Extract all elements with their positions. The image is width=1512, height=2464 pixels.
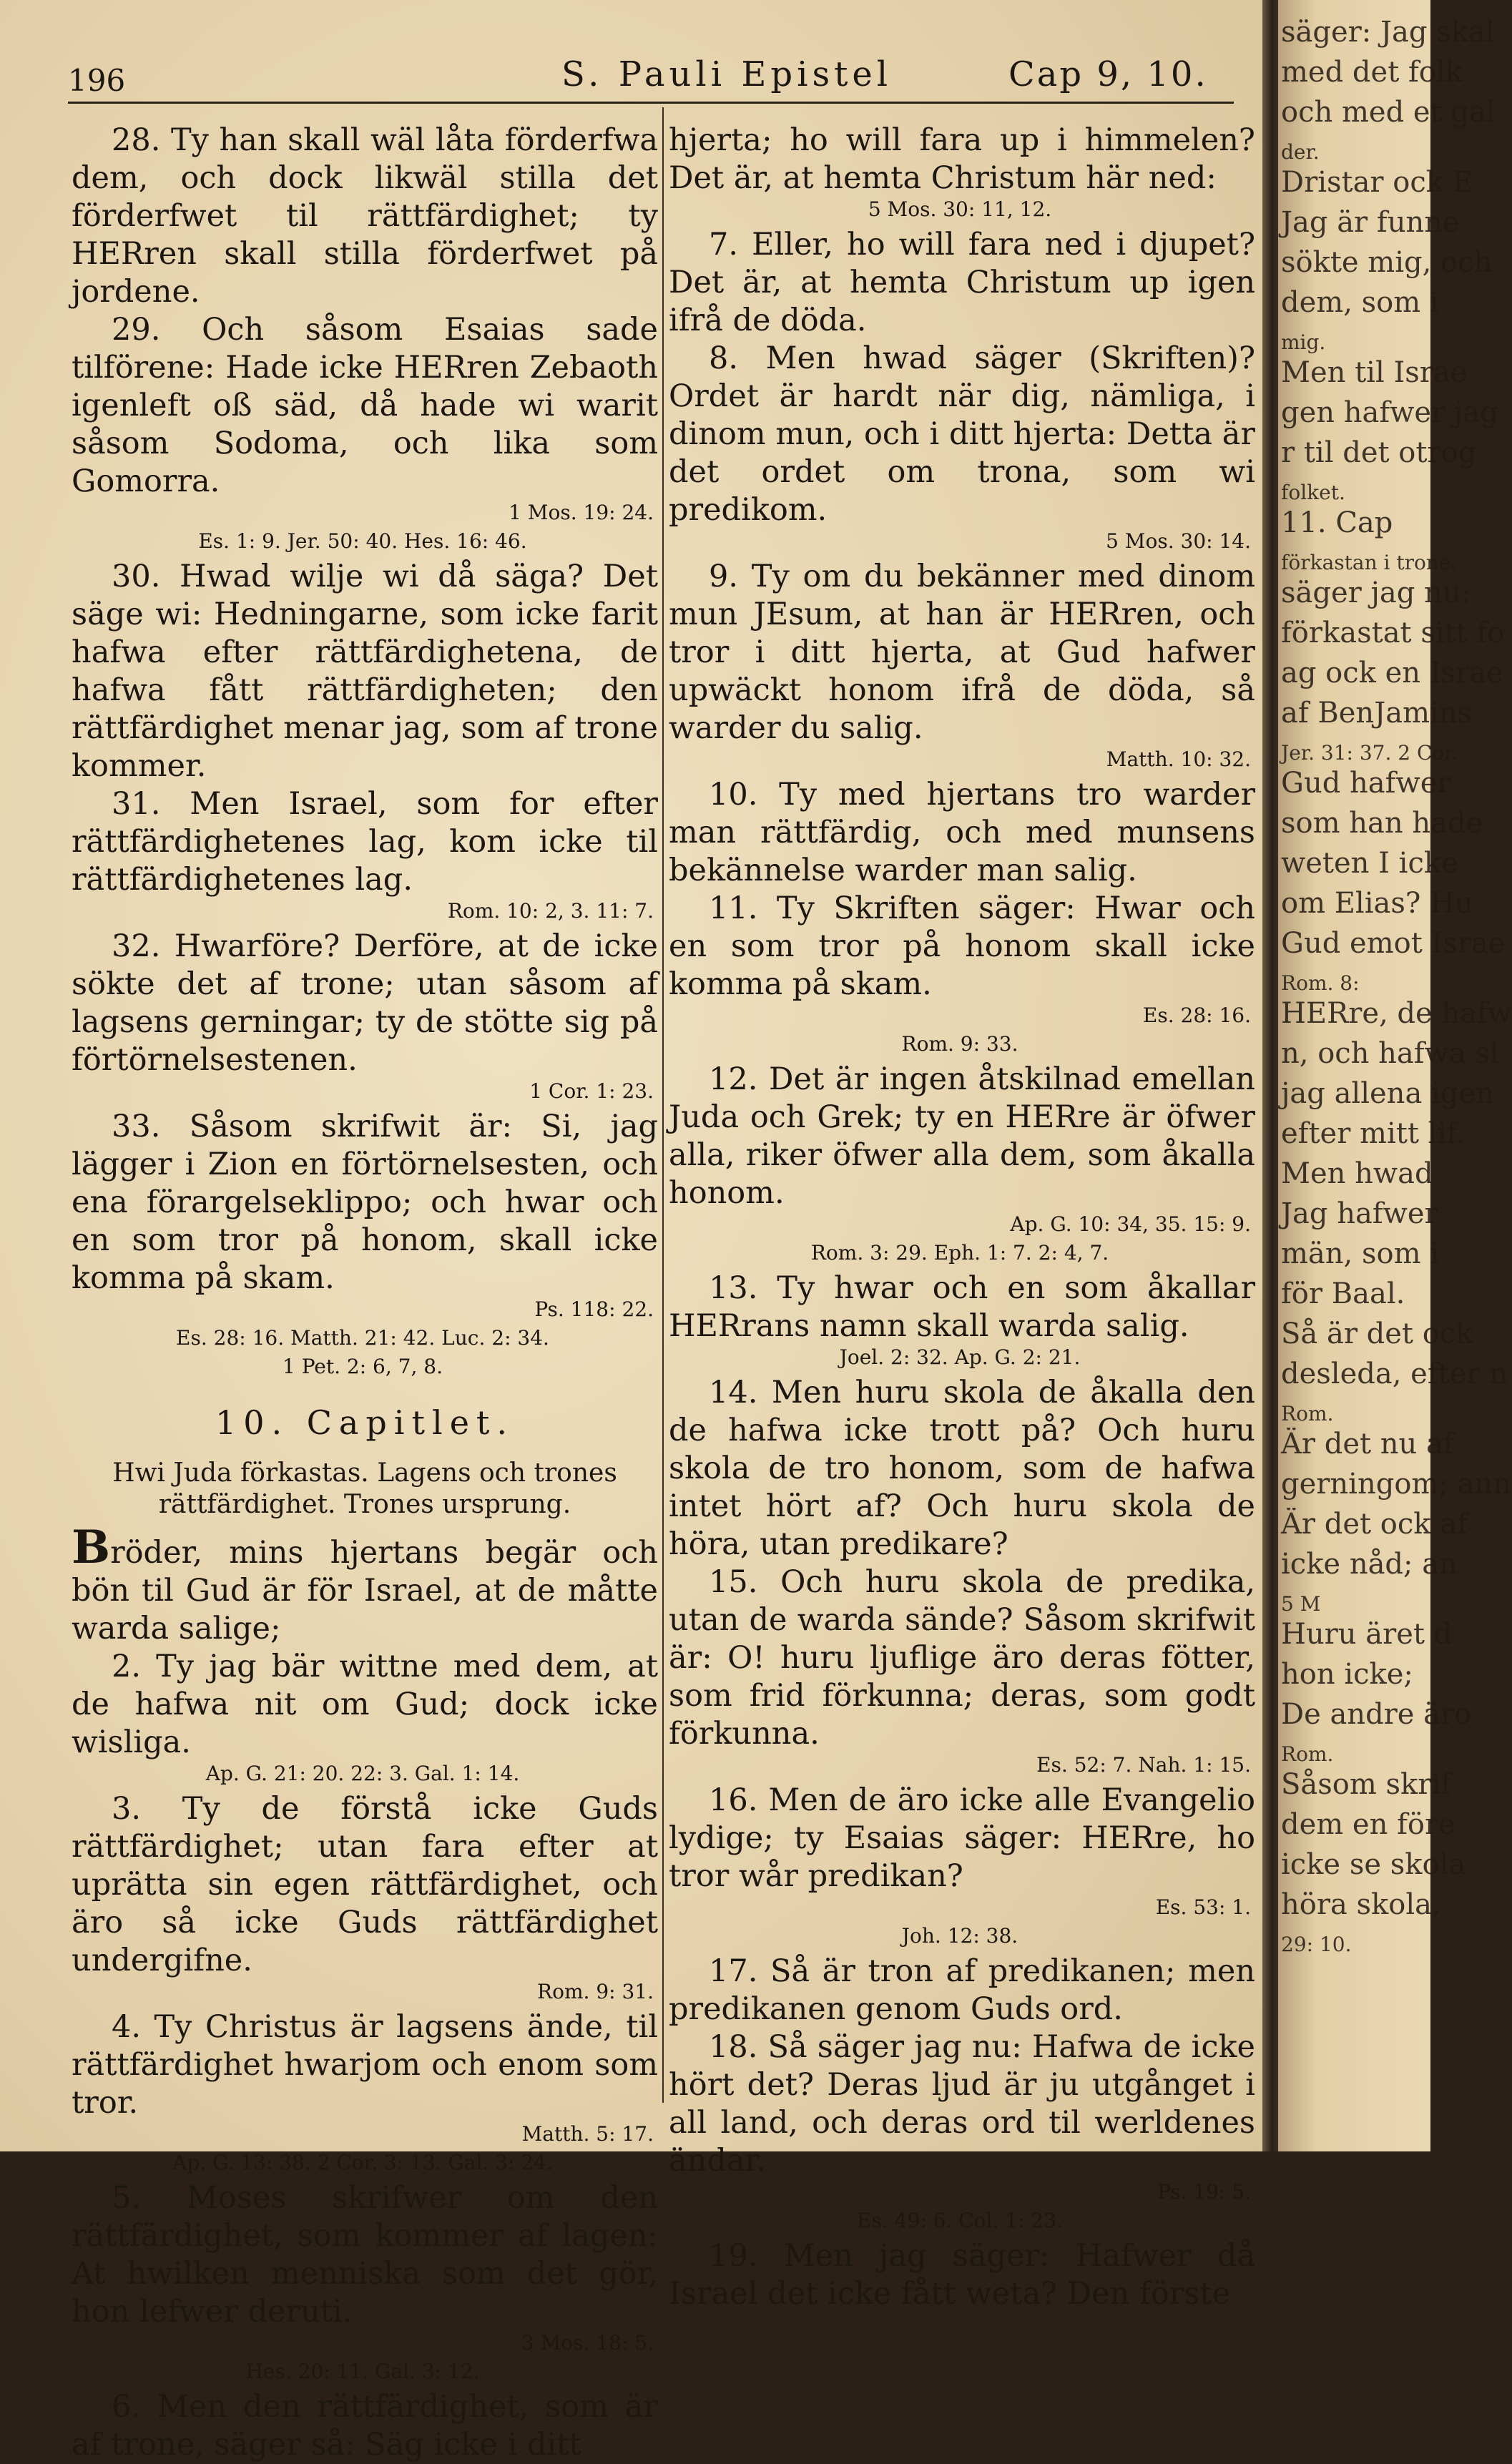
next-page-fragment: Huru äret d (1281, 1618, 1453, 1651)
drop-capital: B (72, 1521, 111, 1574)
verse-text: 11. Ty Skriften säger: Hwar och en som tror på honom skall icke komma på skam. (669, 890, 1255, 1002)
cross-reference: 1 Mos. 19: 24. (509, 501, 654, 524)
next-page-fragment: Är det ock af (1281, 1508, 1468, 1541)
next-page-fragment: med det folk (1281, 56, 1463, 89)
cross-reference: Ps. 118: 22. (534, 1297, 654, 1321)
next-page-fragment: gen hafwer jag (1281, 396, 1498, 429)
header-rule (68, 102, 1234, 104)
verse-text: 10. Ty med hjertans tro warder man rättfärdig, och med munsens bekännelse warder man salig. (669, 777, 1255, 888)
next-page-fragment: som han hade (1281, 807, 1483, 840)
next-page-fragment: icke nåd; an (1281, 1548, 1458, 1581)
next-page-fragment: Jer. 31: 37. 2 Cor. (1281, 741, 1458, 765)
next-page-fragment: De andre äro (1281, 1698, 1472, 1731)
next-page-fragment: Jag hafwer (1281, 1197, 1438, 1230)
next-page-fragment: Jag är funne (1281, 206, 1460, 239)
cross-reference: Matth. 10: 32. (1106, 747, 1251, 771)
verse-text: 9. Ty om du bekänner med dinom mun JEsum, at han är HERren, och tror i ditt hjerta, at Gud hafwer upwäckt honom ifrå de döda, så warder du salig. (669, 559, 1255, 746)
next-page-fragment: efter mitt lif. (1281, 1117, 1466, 1150)
chapter-heading: 10. Capitlet. (215, 1403, 515, 1442)
verse-body: röder, mins hjertans begär och bön til Gud är för Israel, at de måtte warda salige; (72, 1535, 658, 1646)
column-divider (662, 107, 664, 2103)
cross-reference: Ps. 19: 5. (1157, 2180, 1251, 2204)
next-page-fragment: weten I icke (1281, 847, 1458, 880)
next-page-fragment: 29: 10. (1281, 1933, 1352, 1956)
next-page-fragment: n, och hafwa sl (1281, 1037, 1499, 1070)
next-page-fragment: säger: Jag skal (1281, 16, 1495, 49)
verse-text: 6. Men den rättfärdighet, som är af trone, säger så: Säg icke i ditt (72, 2389, 658, 2463)
next-page-fragment: förkastan i trone. (1281, 551, 1458, 574)
cross-reference: Joh. 12: 38. (901, 1924, 1018, 1948)
right-column (669, 122, 1255, 2313)
book-page-right-edge (1278, 0, 1512, 2151)
verse-text: 16. Men de äro icke alle Evangelio lydige; ty Esaias säger: HERre, ho tror wår predikan? (669, 1782, 1255, 1894)
verse-text: 14. Men huru skola de åkalla den de hafwa icke trott på? Och huru skola de tro honom, som de hafwa intet hört af? Och huru skola de höra, utan predikare? (669, 1375, 1255, 1562)
verse-text: 5. Moses skrifwer om den rättfärdighet, som kommer af lagen: At hwilken menniska som det gör, hon lefwer deruti. (72, 2180, 658, 2330)
verse-text: 32. Hwarföre? Derföre, at de icke sökte det af trone; utan såsom af lagsens gerningar; ty de stötte sig på förtörnelsestenen. (72, 928, 658, 1078)
next-page-fragment: jag allena igen (1281, 1077, 1494, 1110)
cross-reference: Joel. 2: 32. Ap. G. 2: 21. (839, 1345, 1081, 1369)
verse-text: 29. Och såsom Esaias sade tilförene: Hade icke HERren Zebaoth igenleft oß säd, då hade wi warit såsom Sodoma, och lika som Gomorra. (72, 312, 658, 499)
verse-text: 19. Men jag säger: Hafwer då Israel det icke fått weta? Den förste (669, 2238, 1255, 2312)
next-page-fragment: 11. Cap (1281, 506, 1393, 539)
verse-text: 4. Ty Christus är lagsens ände, til rättfärdighet hwarjom och enom som tror. (72, 2009, 658, 2121)
next-page-fragment: Är det nu af (1281, 1428, 1454, 1461)
cross-reference: 5 Mos. 30: 11, 12. (868, 197, 1052, 221)
next-page-fragment: om Elias? Hu (1281, 887, 1473, 920)
cross-reference: Rom. 9: 33. (901, 1032, 1018, 1056)
cross-reference: Ap. G. 13: 38. 2 Cor. 3: 13. Gal. 3: 24. (172, 2151, 553, 2174)
next-page-fragment: icke se skola (1281, 1848, 1466, 1881)
next-page-fragment: hon icke; (1281, 1658, 1413, 1691)
next-page-fragment: 5 M (1281, 1592, 1321, 1616)
chapter-indicator: Cap 9, 10. (1008, 54, 1208, 94)
verse-text: 31. Men Israel, som for efter rättfärdighetenes lag, kom icke til rättfärdighetenes lag. (72, 786, 658, 898)
running-title: S. Pauli Epistel (561, 54, 893, 94)
cross-reference: Ap. G. 10: 34, 35. 15: 9. (1010, 1212, 1251, 1236)
verse-text: hjerta; ho will fara up i himmelen? Det är, at hemta Christum här ned: (669, 122, 1255, 196)
next-page-fragment: Såsom skrif (1281, 1768, 1451, 1801)
next-page-fragment: af BenJamins (1281, 697, 1473, 730)
next-page-fragment: förkastat sitt fo (1281, 617, 1505, 649)
verse-text: 30. Hwad wilje wi då säga? Det säge wi: Hedningarne, som icke farit hafwa efter rättfärdighetena, de hafwa fått rättfärdigheten; den rättfärdighet menar jag, som af trone kommer. (72, 559, 658, 784)
next-page-fragment: Så är det ock (1281, 1317, 1473, 1350)
next-page-fragment: höra skola, (1281, 1888, 1441, 1921)
verse-text: 28. Ty han skall wäl låta förderfwa dem, och dock likwäl stilla det förderfwet til rättfärdighet; ty HERren skall stilla förderfwet på jordene. (72, 122, 658, 310)
verse-text: 7. Eller, ho will fara ned i djupet? Det är, at hemta Christum up igen ifrå de döda. (669, 227, 1255, 338)
next-page-fragment: dem en före (1281, 1808, 1455, 1841)
next-page-fragment: HERre, de hafw (1281, 997, 1512, 1030)
cross-reference: Ap. G. 21: 20. 22: 3. Gal. 1: 14. (205, 1762, 520, 1785)
book-gutter (1262, 0, 1278, 2151)
page-number: 196 (68, 63, 126, 98)
cross-reference: Es. 28: 16. Matth. 21: 42. Luc. 2: 34. (176, 1326, 549, 1350)
next-page-fragment: Men til Israe (1281, 356, 1468, 389)
chapter-summary: Hwi Juda förkastas. Lagens och trones rättfärdighet. Trones ursprung. (112, 1458, 617, 1519)
next-page-fragment: sökte mig, och (1281, 246, 1493, 279)
next-page-fragment: Rom. (1281, 1742, 1334, 1766)
cross-reference: Es. 49: 6. Col. 1: 23. (857, 2209, 1063, 2232)
next-page-fragment: der. (1281, 140, 1320, 164)
next-page-fragment: gerningom; ann (1281, 1468, 1511, 1501)
next-page-fragment: säger jag nu: (1281, 576, 1471, 609)
next-page-fragment: Gud hafwer (1281, 767, 1451, 800)
cross-reference: Rom. 10: 2, 3. 11: 7. (447, 899, 654, 923)
next-page-fragment: Dristar ock E (1281, 166, 1473, 199)
cross-reference: Es. 28: 16. (1142, 1003, 1251, 1027)
next-page-fragment: Men hwad (1281, 1157, 1433, 1190)
verse-text: 33. Såsom skrifwit är: Si, jag lägger i Zion en förtörnelsesten, och ena förargelseklippo; och hwar och en som tror på honom, skall icke komma på skam. (72, 1109, 658, 1296)
cross-reference: 1 Pet. 2: 6, 7, 8. (282, 1355, 443, 1378)
cross-reference: Es. 1: 9. Jer. 50: 40. Hes. 16: 46. (198, 529, 527, 553)
verse-text: 3. Ty de förstå icke Guds rättfärdighet; utan fara efter at uprätta sin egen rättfärdighet, och äro så icke Guds rättfärdighet undergifne. (72, 1791, 658, 1978)
verse-text: 12. Det är ingen åtskilnad emellan Juda och Grek; ty en HERre är öfwer alla, riker öfwer alla dem, som åkalla honom. (669, 1061, 1255, 1211)
next-page-fragment: dem, som i (1281, 286, 1439, 319)
cross-reference: Rom. 9: 31. (537, 1980, 654, 2003)
next-page-fragment: män, som i (1281, 1237, 1440, 1270)
next-page-fragment: desleda, efter n (1281, 1358, 1508, 1390)
cross-reference: 1 Cor. 1: 23. (529, 1079, 654, 1103)
next-page-fragment: r til det otrog (1281, 436, 1477, 469)
running-header (68, 50, 1234, 100)
verse-text: 18. Så säger jag nu: Hafwa de icke hört det? Deras ljud är ju utgånget i all land, och deras ord til werldenes ändar. (669, 2029, 1255, 2179)
cross-reference: 5 Mos. 30: 14. (1106, 529, 1251, 553)
next-page-fragment: Rom. 8: (1281, 971, 1360, 995)
next-page-fragment: folket. (1281, 481, 1345, 504)
cross-reference: Matth. 5: 17. (521, 2122, 654, 2146)
cross-reference: 3 Mos. 18: 5. (521, 2331, 654, 2355)
verse-text: 2. Ty jag bär wittne med dem, at de hafwa nit om Gud; dock icke wisliga. (72, 1649, 658, 1760)
next-page-fragment: och med et gal (1281, 96, 1496, 129)
cross-reference: Es. 53: 1. (1155, 1895, 1251, 1919)
next-page-fragment: Gud emot Israe (1281, 927, 1506, 960)
next-page-fragment: för Baal. (1281, 1277, 1405, 1310)
cross-reference: Es. 52: 7. Nah. 1: 15. (1036, 1753, 1251, 1777)
verse-text: 15. Och huru skola de predika, utan de warda sände? Såsom skrifwit är: O! huru ljuflige äro deras fötter, som frid förkunna; deras, som godt förkunna. (669, 1564, 1255, 1752)
next-page-fragment: Rom. (1281, 1402, 1334, 1425)
cross-reference: Hes. 20: 11. Gal. 3: 12. (245, 2360, 480, 2383)
verse-text: 13. Ty hwar och en som åkallar HERrans namn skall warda salig. (669, 1270, 1255, 1344)
verse-text: 8. Men hwad säger (Skriften)? Ordet är hardt när dig, nämliga, i dinom mun, och i ditt hjerta: Detta är det ordet om trona, som wi predikom. (669, 340, 1255, 528)
next-page-fragment: mig. (1281, 330, 1326, 354)
verse-text (72, 1521, 658, 1648)
verse-text: 17. Så är tron af predikanen; men predikanen genom Guds ord. (669, 1953, 1255, 2027)
left-column (72, 122, 658, 2464)
next-page-fragment: ag ock en Israe (1281, 657, 1503, 689)
cross-reference: Rom. 3: 29. Eph. 1: 7. 2: 4, 7. (810, 1241, 1109, 1265)
